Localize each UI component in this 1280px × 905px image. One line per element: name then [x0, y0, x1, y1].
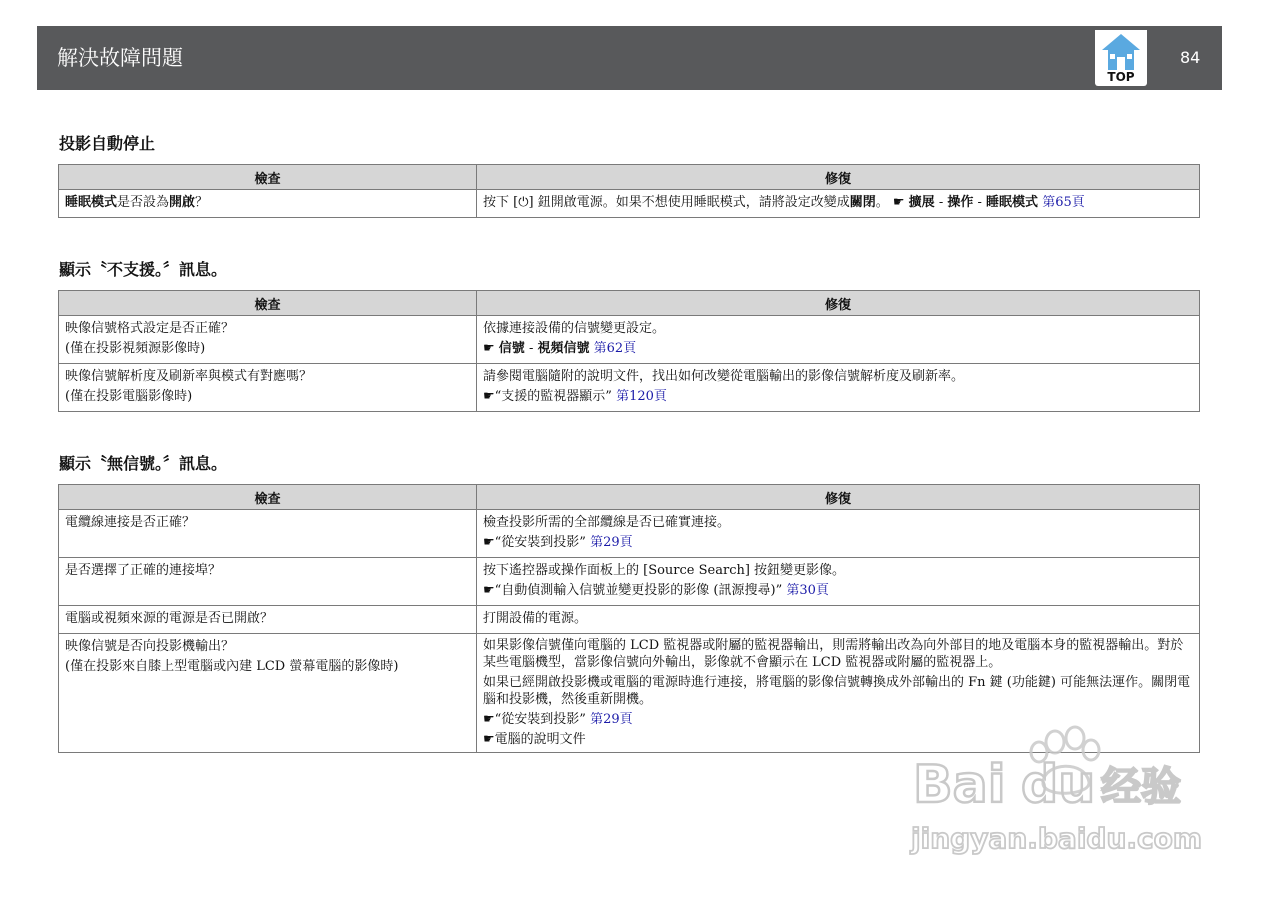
check-cell: 映像信號解析度及刷新率與模式有對應嗎？ (僅在投影電腦影像時)	[59, 364, 477, 412]
check-cell: 映像信號是否向投影機輸出？ (僅在投影來自膝上型電腦或內建 LCD 螢幕電腦的影像時)	[59, 634, 477, 753]
table-not-supported	[58, 290, 1200, 412]
pointer-icon: ☛	[483, 732, 495, 747]
section-title-not-supported: 顯示〝不支援。〞訊息。	[59, 260, 228, 279]
table-row	[59, 316, 1200, 364]
table-no-signal	[58, 484, 1200, 753]
baidu-watermark-logo	[905, 720, 1205, 870]
table-row	[59, 510, 1200, 558]
page-link[interactable]: 第62頁	[593, 341, 637, 356]
house-icon	[1095, 30, 1147, 74]
table-row	[59, 190, 1200, 218]
col-fix: 修復	[477, 291, 1200, 316]
check-cell: 是否選擇了正確的連接埠？	[59, 558, 477, 606]
fix-cell: 打開設備的電源。	[477, 606, 1200, 634]
check-cell: 電腦或視頻來源的電源是否已開啟？	[59, 606, 477, 634]
page-title: 解決故障問題	[57, 46, 183, 70]
header-bar	[37, 26, 1222, 90]
table-row	[59, 558, 1200, 606]
fix-cell: 如果影像信號僅向電腦的 LCD 監視器或附屬的監視器輸出，則需將輸出改為向外部目的地及電腦本身的監視器輸出。對於某些電腦機型，當影像信號向外輸出，影像就不會顯示在 LCD 監視器或附屬的監視器上。 如果已經開啟投影機或電腦的電源時進行連接，將電腦的影像信號轉換成外部輸出的 Fn 鍵 (功能鍵) 可能無法運作。關閉電腦和投影機，然後重新開機。 ☛“從安裝到投影” 第29頁 ☛電腦的說明文件	[477, 634, 1200, 753]
page-link[interactable]: 第30頁	[786, 583, 829, 598]
check-cell: 映像信號格式設定是否正確？ (僅在投影視頻源影像時)	[59, 316, 477, 364]
fix-cell: 按下 [⏻] 鈕開啟電源。如果不想使用睡眠模式，請將設定改變成關閉。 ☛ 擴展 - 操作 - 睡眠模式 第65頁	[477, 190, 1200, 218]
top-label: TOP	[1107, 70, 1135, 84]
svg-text:Bai: Bai	[913, 755, 1006, 815]
check-cell: 睡眠模式是否設為開啟？	[59, 190, 477, 218]
table-row	[59, 606, 1200, 634]
pointer-icon: ☛	[483, 389, 495, 404]
pointer-icon: ☛	[483, 535, 495, 550]
page-link[interactable]: 第29頁	[590, 712, 633, 727]
check-cell: 電纜線連接是否正確？	[59, 510, 477, 558]
col-check: 檢查	[59, 485, 477, 510]
fix-cell: 按下遙控器或操作面板上的 [Source Search] 按鈕變更影像。 ☛“自動偵測輸入信號並變更投影的影像 (訊源搜尋)” 第30頁	[477, 558, 1200, 606]
page-link[interactable]: 第29頁	[590, 535, 633, 550]
top-button[interactable]	[1095, 30, 1147, 86]
table-row	[59, 364, 1200, 412]
fix-cell: 檢查投影所需的全部纜線是否已確實連接。 ☛“從安裝到投影” 第29頁	[477, 510, 1200, 558]
fix-cell: 依據連接設備的信號變更設定。 ☛ 信號 - 視頻信號 第62頁	[477, 316, 1200, 364]
section-title-auto-stop: 投影自動停止	[59, 134, 156, 153]
table-auto-stop	[58, 164, 1200, 218]
col-fix: 修復	[477, 165, 1200, 190]
pointer-icon: ☛	[892, 195, 905, 210]
pointer-icon: ☛	[483, 583, 495, 598]
col-fix: 修復	[477, 485, 1200, 510]
svg-text:经验: 经验	[1101, 764, 1181, 810]
col-check: 檢查	[59, 165, 477, 190]
page-number: 84	[1180, 48, 1201, 67]
col-check: 檢查	[59, 291, 477, 316]
section-title-no-signal: 顯示〝無信號。〞訊息。	[59, 454, 228, 473]
page-link[interactable]: 第120頁	[616, 389, 667, 404]
fix-cell: 請參閱電腦隨附的說明文件，找出如何改變從電腦輸出的影像信號解析度及刷新率。 ☛“支援的監視器顯示” 第120頁	[477, 364, 1200, 412]
page-link[interactable]: 第65頁	[1042, 195, 1085, 210]
pointer-icon: ☛	[483, 712, 495, 727]
pointer-icon: ☛	[483, 341, 495, 356]
svg-text:du: du	[1021, 755, 1096, 815]
svg-text:jingyan.baidu.com: jingyan.baidu.com	[911, 822, 1203, 855]
